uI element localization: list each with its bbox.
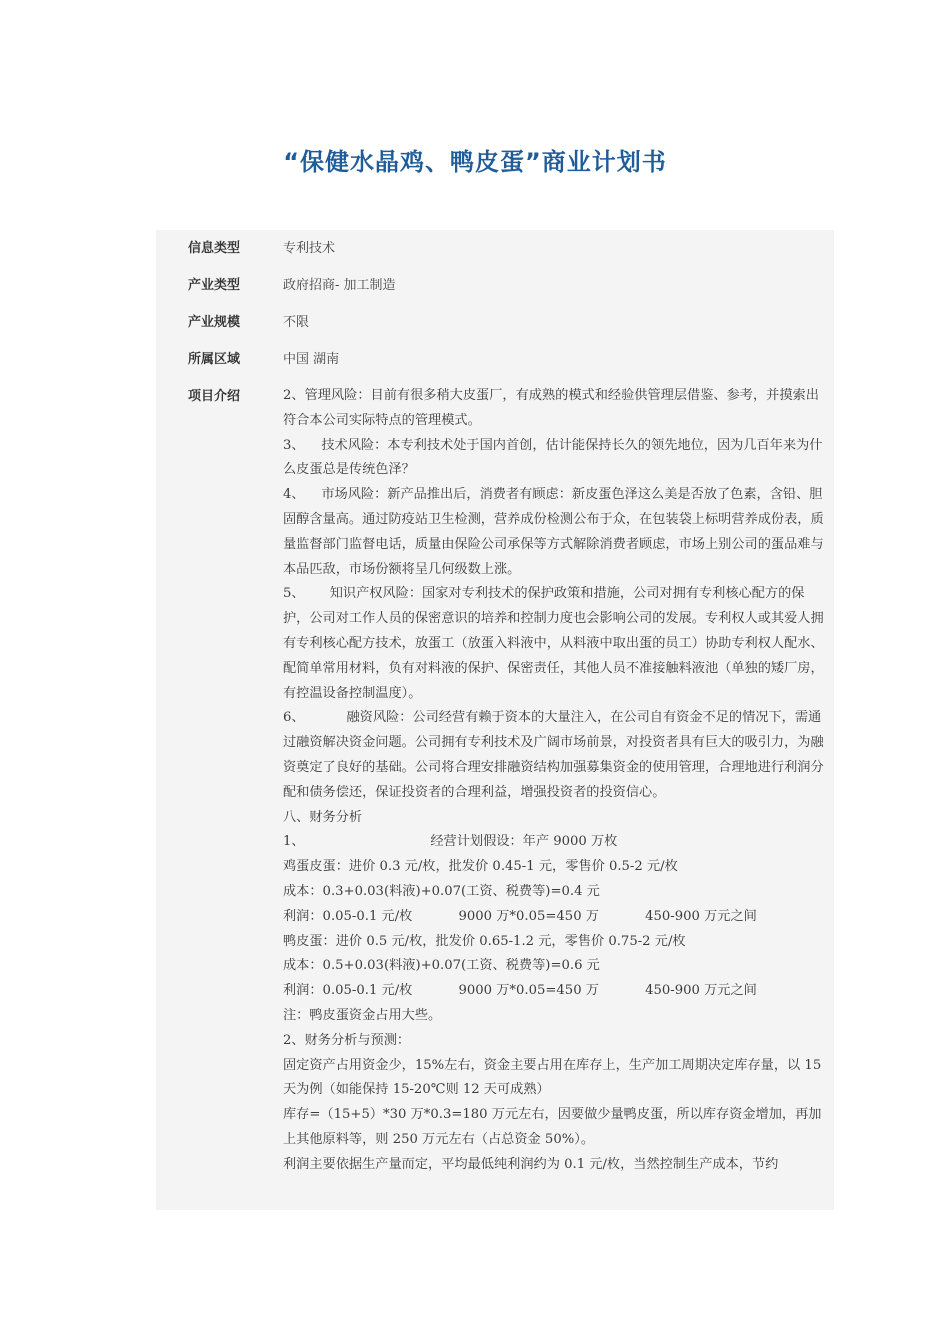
intro-paragraph: 4、 市场风险：新产品推出后，消费者有顾虑：新皮蛋色泽这么美是否放了色素，含铅、胆固醇含量高。通过防疫站卫生检测，营养成份检测公布于众，在包装袋上标明营养成份表，质量监督部门监督电话，质量由保险公司承保等方式解除消费者顾虑，市场上别公司的蛋品难与本品匹敌，市场份额将呈几何级数上涨。	[283, 487, 824, 577]
intro-body	[283, 384, 825, 1178]
intro-label: 项目介绍	[188, 389, 241, 404]
industry-type-label: 产业类型	[188, 278, 241, 293]
intro-paragraph: 固定资产占用资金少，15%左右，资金主要占用在库存上，生产加工周期决定库存量，以 15 天为例（如能保持 15-20℃则 12 天可成熟）	[283, 1057, 826, 1098]
intro-paragraph: 利润：0.05-0.1 元/枚 9000 万*0.05=450 万 450-900 万元之间	[283, 983, 757, 999]
section-heading-finance: 八、财务分析	[283, 809, 363, 825]
intro-paragraph: 成本：0.5+0.03(料液)+0.07(工资、税费等)=0.6 元	[283, 958, 600, 974]
intro-paragraph: 2、管理风险：目前有很多稍大皮蛋厂，有成熟的模式和经验供管理层借鉴、参考，并摸索出符合本公司实际特点的管理模式。	[283, 388, 819, 428]
intro-paragraph: 利润主要依据生产量而定，平均最低纯利润约为 0.1 元/枚，当然控制生产成本，节约	[283, 1156, 779, 1172]
intro-paragraph: 利润：0.05-0.1 元/枚 9000 万*0.05=450 万 450-900 万元之间	[283, 908, 757, 924]
intro-paragraph: 3、 技术风险：本专利技术处于国内首创，估计能保持长久的领先地位，因为几百年来为什么皮蛋总是传统色泽？	[283, 437, 823, 478]
region-value: 中国 湖南	[283, 352, 340, 367]
intro-paragraph: 库存=（15+5）*30 万*0.3=180 万元左右，因要做少量鸭皮蛋，所以库存资金增加，再加上其他原料等，则 250 万元左右（占总资金 50%）。	[283, 1107, 822, 1147]
intro-paragraph: 6、 融资风险：公司经营有赖于资本的大量注入，在公司自有资金不足的情况下，需通过融资解决资金问题。公司拥有专利技术及广阔市场前景，对投资者具有巨大的吸引力，为融资奠定了良好的基础。公司将合理安排融资结构加强募集资金的使用管理，合理地进行利润分配和债务偿还，保证投资者的合理利益，增强投资者的投资信心。	[283, 710, 824, 800]
info-type-label: 信息类型	[188, 241, 241, 256]
industry-type-value: 政府招商- 加工制造	[283, 278, 396, 293]
intro-paragraph: 鸡蛋皮蛋：进价 0.3 元/枚，批发价 0.45-1 元，零售价 0.5-2 元/枚	[283, 859, 678, 875]
intro-paragraph: 成本：0.3+0.03(料液)+0.07(工资、税费等)=0.4 元	[283, 883, 600, 899]
region-label: 所属区域	[188, 352, 241, 367]
document-title: “保健水晶鸡、鸭皮蛋”商业计划书	[283, 148, 667, 176]
info-type-value: 专利技术	[283, 241, 336, 256]
info-panel	[156, 230, 834, 1210]
intro-paragraph: 注：鸭皮蛋资金占用大些。	[283, 1007, 442, 1023]
industry-scale-value: 不限	[283, 315, 310, 330]
intro-paragraph: 鸭皮蛋：进价 0.5 元/枚，批发价 0.65-1.2 元，零售价 0.75-2 元/枚	[283, 933, 686, 949]
intro-paragraph: 5、 知识产权风险：国家对专利技术的保护政策和措施，公司对拥有专利核心配方的保护，公司对工作人员的保密意识的培养和控制力度也会影响公司的发展。专利权人或其爱人拥有专利核心配方技术，放蛋工（放蛋入料液中，从料液中取出蛋的员工）协助专利权人配水、配简单常用材料，负有对料液的保护、保密责任，其他人员不准接触料液池（单独的矮厂房，有控温设备控制温度）。	[283, 586, 824, 701]
intro-paragraph: 1、 经营计划假设：年产 9000 万枚	[283, 834, 618, 850]
intro-paragraph: 2、财务分析与预测：	[283, 1032, 411, 1048]
industry-scale-label: 产业规模	[188, 315, 241, 330]
